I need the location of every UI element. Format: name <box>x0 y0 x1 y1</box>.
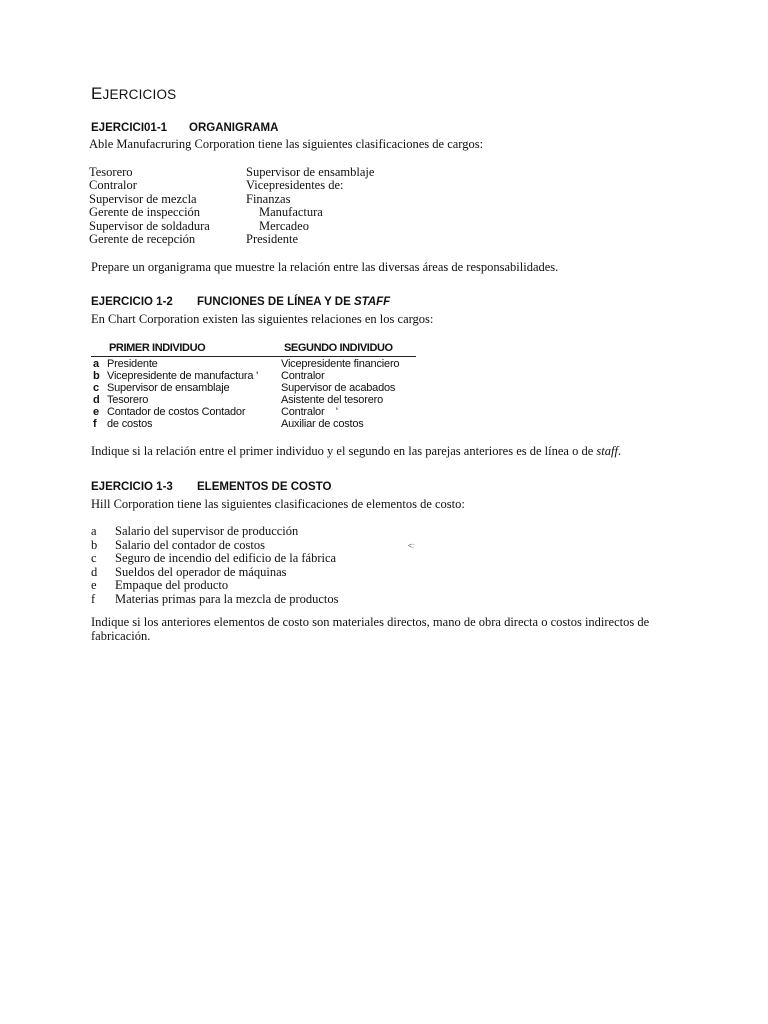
ex1-left-item: Gerente de recepción <box>89 231 196 246</box>
item-text: Sueldos del operador de máquinas <box>115 564 287 579</box>
row-second: Contralor <box>281 370 325 382</box>
ex1-right-item: Vicepresidentes de: <box>246 178 344 193</box>
ex3-intro: Hill Corporation tiene las siguientes clasificaciones de elementos de costo: <box>91 497 465 511</box>
row-second: Asistente del tesorero <box>281 394 383 406</box>
stray-mark: <: <box>408 543 415 550</box>
row-first: Contador de costos Contador <box>107 406 246 418</box>
page-title <box>91 84 176 104</box>
ex3-heading <box>91 480 332 494</box>
ex1-left-item: Supervisor de mezcla <box>89 191 197 206</box>
ex1-number: EJERCICI01-1 <box>91 122 168 134</box>
ex1-right-item: Presidente <box>246 231 299 246</box>
item-text: Empaque del producto <box>115 578 229 592</box>
ex1-left-item: Contralor <box>89 178 137 193</box>
ex1-name: ORGANIGRAMA <box>189 122 279 134</box>
row-first: Tesorero <box>107 394 149 406</box>
ex1-left-item: Gerente de inspección <box>89 205 201 220</box>
item-letter: f <box>91 591 96 606</box>
ex1-heading <box>91 121 279 135</box>
item-letter: c <box>91 551 97 565</box>
ex1-left-item: Tesorero <box>89 165 133 179</box>
ex1-left-column <box>89 166 210 246</box>
item-text: Salario del supervisor de producción <box>115 524 299 538</box>
ex1-right-item: Supervisor de ensamblaje <box>246 165 375 179</box>
row-second: Contralor ' <box>281 406 338 418</box>
ex1-instruction: Prepare un organigrama que muestre la relación entre las diversas áreas de responsabilidades. <box>91 260 559 274</box>
ex2-name-prefix: FUNCIONES DE LÍNEA Y DE <box>197 296 351 308</box>
item-text: Materias primas para la mezcla de productos <box>115 591 339 606</box>
table-header-first: PRIMER INDIVIDUO <box>109 342 206 354</box>
row-letter: d <box>93 394 100 406</box>
title-first-letter: E <box>91 84 103 103</box>
row-first: de costos <box>107 418 153 430</box>
ex1-left-item: Supervisor de soldadura <box>89 218 210 233</box>
item-text: Seguro de incendio del edificio de la fábrica <box>115 551 337 565</box>
ex2-name <box>197 295 390 309</box>
ex2-number: EJERCICIO 1-2 <box>91 296 173 308</box>
ex2-intro: En Chart Corporation existen las siguientes relaciones en los cargos: <box>91 312 434 326</box>
ex1-right-column <box>246 166 374 246</box>
ex2-instruction-italic: staff <box>596 444 618 458</box>
ex3-name: ELEMENTOS DE COSTO <box>197 481 332 493</box>
ex2-instruction-text: Indique si la relación entre el primer individuo y el segundo en las parejas anteriores es de línea o de <box>91 444 594 458</box>
item-letter: a <box>91 524 97 538</box>
row-first: Vicepresidente de manufactura ' <box>107 370 259 382</box>
item-text: Salario del contador de costos <box>115 537 265 552</box>
ex3-instruction-line1: Indique si los anteriores elementos de costo son materiales directos, mano de obra directa o costos indirectos de <box>91 615 650 629</box>
ex2-heading <box>91 295 391 309</box>
table-header-second: SEGUNDO INDIVIDUO <box>284 342 393 354</box>
ex2-instruction-suffix: . <box>617 444 622 458</box>
ex1-intro: Able Manufacruring Corporation tiene las siguientes clasificaciones de cargos: <box>89 137 484 151</box>
row-second: Supervisor de acabados <box>281 382 396 394</box>
item-letter: e <box>91 578 97 592</box>
table-header-rule <box>91 356 416 357</box>
ex1-right-item: Mercadeo <box>259 218 309 233</box>
item-letter: b <box>91 537 98 552</box>
item-letter: d <box>91 564 98 579</box>
row-letter: f <box>93 418 97 430</box>
ex1-right-item: Manufactura <box>259 205 323 220</box>
ex1-right-item: Finanzas <box>246 191 291 206</box>
row-letter: c <box>93 382 99 394</box>
row-letter: e <box>93 406 99 418</box>
title-rest: JERCICIOS <box>102 87 177 102</box>
ex3-instruction-line2: fabricación. <box>91 628 151 643</box>
row-letter: b <box>93 370 100 382</box>
ex2-instruction <box>91 445 621 458</box>
row-first: Supervisor de ensamblaje <box>107 382 230 394</box>
row-first: Presidente <box>107 358 158 370</box>
ex2-name-italic: STAFF <box>354 296 391 308</box>
row-letter: a <box>93 358 99 370</box>
ex3-number: EJERCICIO 1-3 <box>91 481 173 493</box>
row-second: Vicepresidente financiero <box>281 358 400 370</box>
row-second: Auxiliar de costos <box>281 418 364 430</box>
